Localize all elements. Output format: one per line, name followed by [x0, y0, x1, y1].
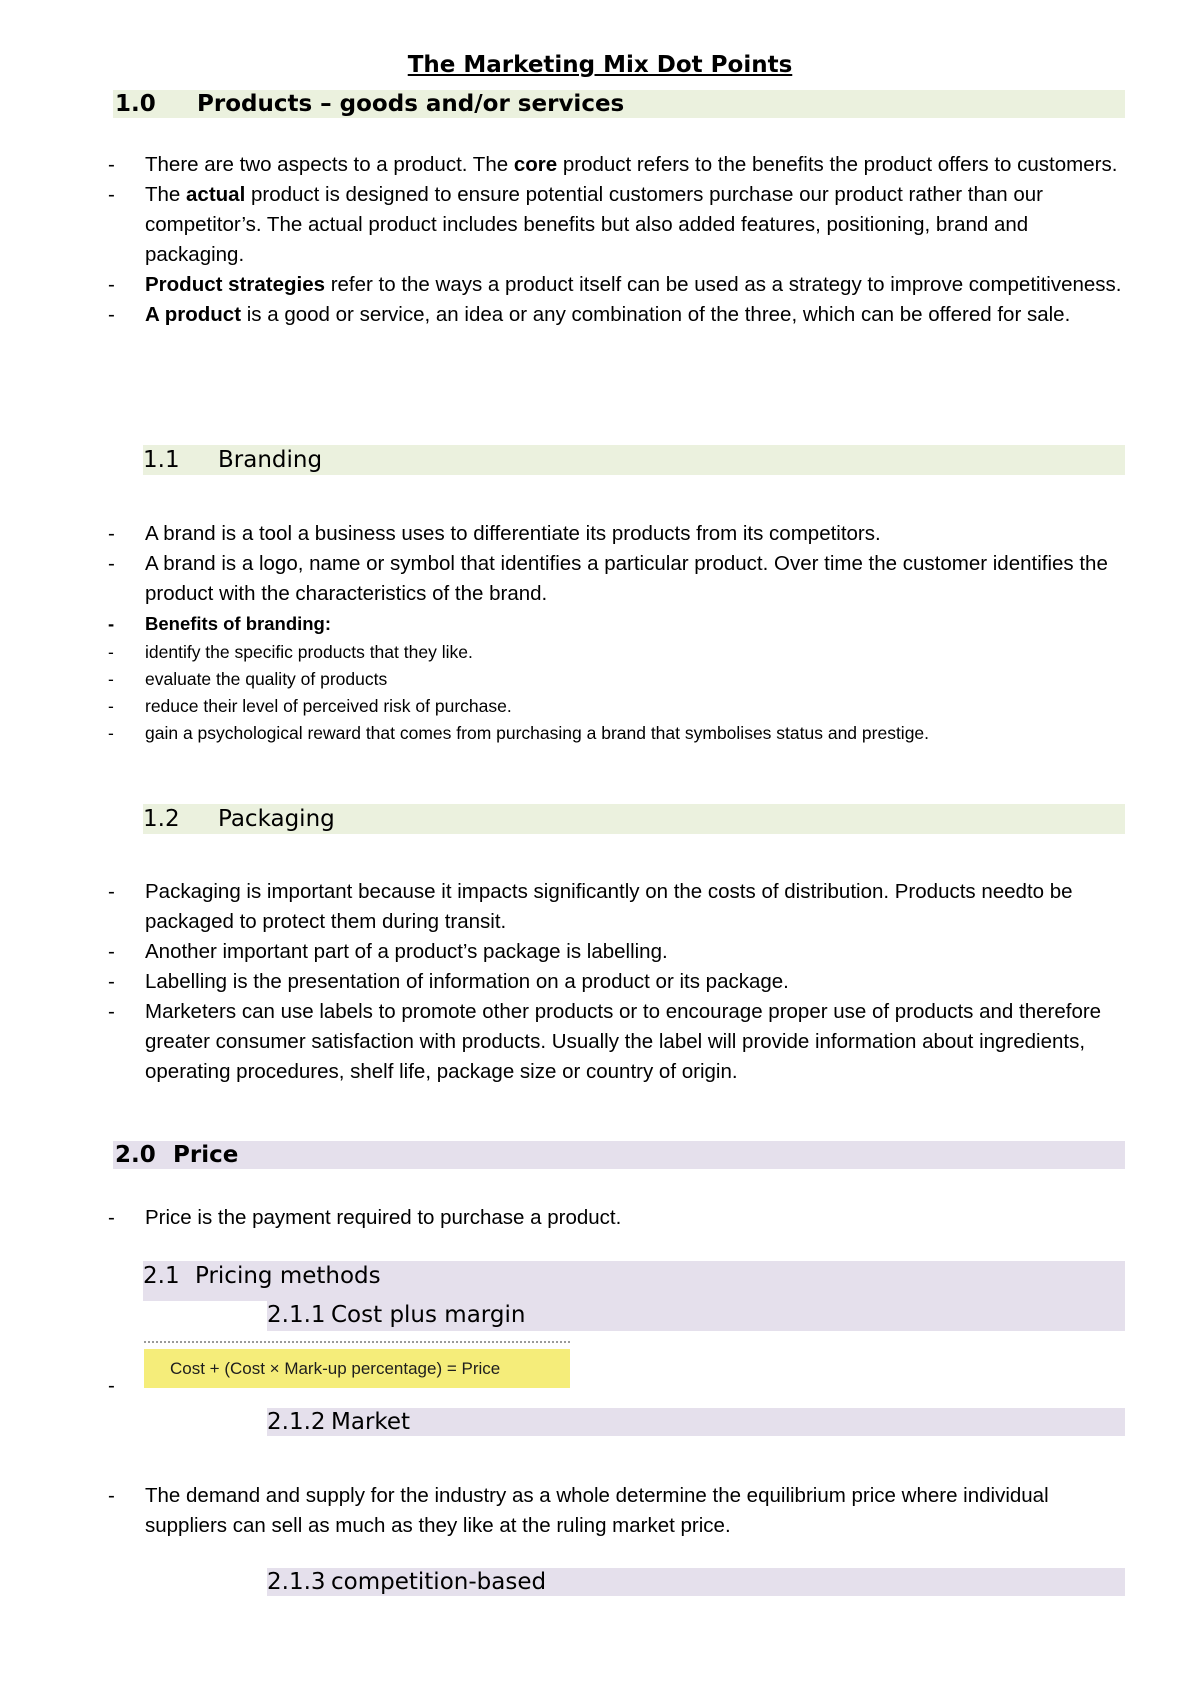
- market-bullet-list: [106, 1481, 1126, 1541]
- heading-number: 2.1.2: [267, 1409, 326, 1435]
- list-item: - A product is a good or service, an idea or any combination of the three, which can be offered for sale.: [106, 300, 1126, 330]
- heading-text: Products – goods and/or services: [197, 91, 625, 117]
- list-item: - Marketers can use labels to promote other products or to encourage proper use of products and therefore greater consumer satisfaction with products. Usually the label will provide information about ingredients, operating procedures, shelf life, package size or country of origin.: [106, 997, 1126, 1087]
- benefits-label: - Benefits of branding:: [106, 609, 1126, 639]
- list-item: - Another important part of a product’s package is labelling.: [106, 937, 1126, 967]
- page-title: The Marketing Mix Dot Points: [407, 52, 793, 78]
- heading-text: Packaging: [218, 806, 335, 832]
- heading-number: 2.1: [143, 1263, 180, 1289]
- heading-price: [113, 1141, 1125, 1169]
- heading-number: 2.0: [115, 1142, 156, 1168]
- heading-number: 2.1.3: [267, 1569, 326, 1595]
- heading-number: 1.0: [115, 91, 156, 117]
- list-item: - There are two aspects to a product. The core product refers to the benefits the product offers to customers.: [106, 150, 1126, 180]
- heading-number: 1.2: [143, 806, 180, 832]
- branding-benefits-list: [106, 609, 1126, 747]
- list-item: - Product strategies refer to the ways a product itself can be used as a strategy to improve competitiveness.: [106, 270, 1126, 300]
- list-item: - Labelling is the presentation of information on a product or its package.: [106, 967, 1126, 997]
- list-item: - gain a psychological reward that comes from purchasing a brand that symbolises status and prestige.: [106, 720, 1126, 747]
- heading-text: Price: [173, 1142, 239, 1168]
- list-item: - A brand is a tool a business uses to differentiate its products from its competitors.: [106, 519, 1126, 549]
- products-bullet-list: [106, 150, 1126, 330]
- heading-competition-based: [267, 1568, 1125, 1596]
- heading-cost-plus-margin: [267, 1301, 1125, 1331]
- list-item: - The actual product is designed to ensure potential customers purchase our product rather than our competitor’s. The actual product includes benefits but also added features, positioning, brand and packaging.: [106, 180, 1126, 270]
- heading-pricing-methods: [143, 1261, 1125, 1301]
- formula-image: [144, 1349, 570, 1388]
- formula-text: Cost + (Cost × Mark-up percentage) = Price: [170, 1359, 501, 1378]
- heading-products: [113, 90, 1125, 118]
- heading-market: [267, 1408, 1125, 1436]
- cropped-text-strip: [144, 1341, 570, 1347]
- heading-branding: [143, 445, 1125, 475]
- heading-text: competition-based: [331, 1569, 547, 1595]
- list-item: - A brand is a logo, name or symbol that identifies a particular product. Over time the customer identifies the product with the characteristics of the brand.: [106, 549, 1126, 609]
- list-item: - identify the specific products that they like.: [106, 639, 1126, 666]
- heading-text: Cost plus margin: [331, 1302, 526, 1328]
- heading-text: Market: [331, 1409, 411, 1435]
- branding-bullet-list: [106, 519, 1126, 609]
- list-item: - reduce their level of perceived risk of purchase.: [106, 693, 1126, 720]
- heading-text: Branding: [218, 447, 323, 473]
- packaging-bullet-list: [106, 877, 1126, 1087]
- list-item: - The demand and supply for the industry as a whole determine the equilibrium price where individual suppliers can sell as much as they like at the ruling market price.: [106, 1481, 1126, 1541]
- heading-number: 1.1: [143, 447, 180, 473]
- list-item: - evaluate the quality of products: [106, 666, 1126, 693]
- heading-text: Pricing methods: [195, 1263, 381, 1289]
- list-item: - Packaging is important because it impacts significantly on the costs of distribution. Products needto be packaged to protect them during transit.: [106, 877, 1126, 937]
- heading-number: 2.1.1: [267, 1302, 326, 1328]
- heading-packaging: [143, 804, 1125, 834]
- price-bullet-list: [106, 1203, 1126, 1233]
- list-item: - Price is the payment required to purchase a product.: [106, 1203, 1126, 1233]
- empty-bullet: -: [108, 1374, 115, 1397]
